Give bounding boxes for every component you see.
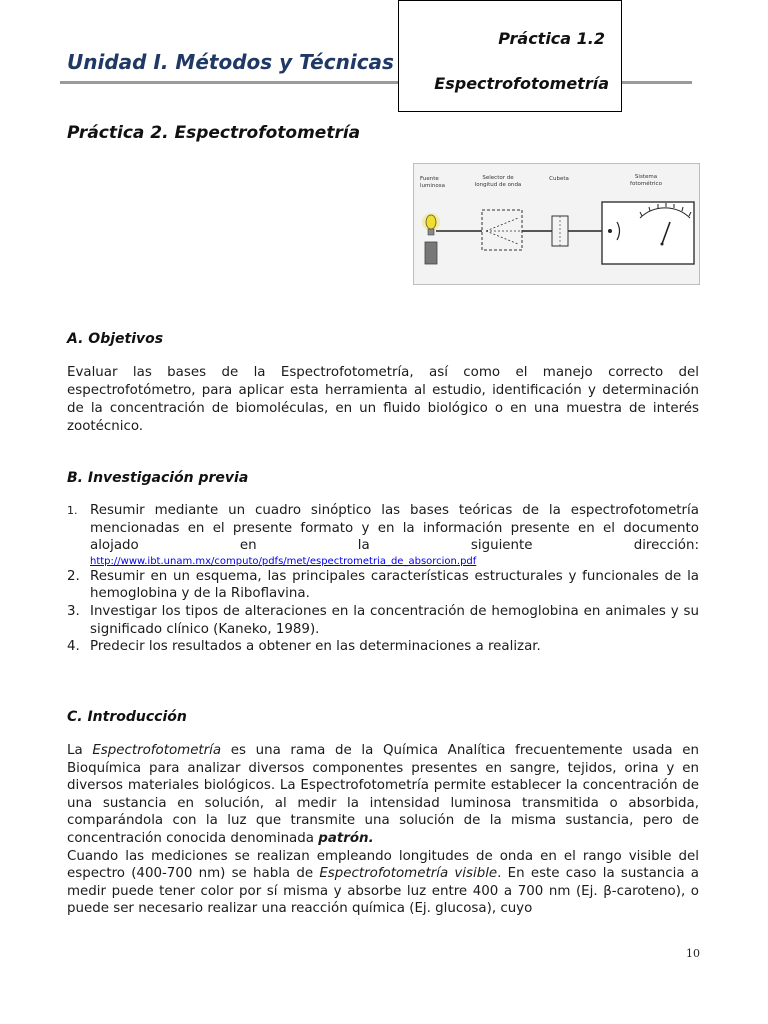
objectives-heading: A. Objetivos [67,331,164,347]
list-item-text: Investigar los tipos de alteraciones en la concentración de hemoglobina en animales y su significado clínico (Kaneko, 1989). [90,603,699,637]
practice-name: Espectrofotometría [434,74,609,93]
list-marker: 2. [67,568,80,584]
label-source-2: luminosa [420,183,445,189]
reference-link[interactable]: http://www.ibt.unam.mx/computo/pdfs/met/espectrometria_de_absorcion.pdf [90,555,477,567]
intro-text-run: La [67,743,93,758]
list-marker: 3. [67,603,80,619]
list-item-text: Resumir mediante un cuadro sinóptico las bases teóricas de la espectrofotometría mencionadas en el presente formato y en la información presente en el documento alojado en la siguiente dirección: [90,503,699,554]
photometric-system [602,202,694,264]
previous-research-heading: B. Investigación previa [67,470,249,486]
intro-text-run: . En este caso la sustancia a medir puede tener color por sí misma y absorbe luz entre 400 a 700 nm (Ej. β-caroteno), o puede ser necesario realizar una reacción química (Ej. glucosa), cuyo [67,866,699,917]
label-selector-2: longitud de onda [474,182,522,188]
label-system-1: Sistema [634,174,658,180]
list-item-text: Predecir los resultados a obtener en las determinaciones a realizar. [90,639,541,655]
page-heading: Práctica 2. Espectrofotometría [67,123,361,143]
intro-text-run: Cuando las mediciones se realizan empleando longitudes de onda en el rango visible del espectro (400-700 nm) se habla de [67,848,699,882]
list-item-text: Resumir en un esquema, las principales características estructurales y funcionales de la hemoglobina y de la Riboflavina. [90,568,699,602]
introduction-heading: C. Introducción [67,709,187,725]
previous-research-list [67,502,699,656]
intro-text-run: es una rama de la Química Analítica frecuentemente usada en Bioquímica para analizar diversos componentes presentes en sangre, tejidos, orina y en diversos materiales biológicos. La Espectrofotometría permite establecer la concentración de una sustancia en solución, al medir la intensidad luminosa transmitida o absorbida, comparándola con la luz que transmite una solución de la misma sustancia, pero de concentración conocida denominada [67,743,699,846]
cuvette [552,216,568,246]
list-marker: 1. [67,504,78,517]
list-item [67,603,699,638]
wavelength-selector [482,210,522,250]
list-item [67,502,699,568]
intro-emphasis: Espectrofotometría visible [319,866,498,882]
label-cuvette: Cubeta [549,176,569,182]
list-marker: 4. [67,639,80,655]
spectrophotometer-diagram [413,163,700,285]
unit-title: Unidad I. Métodos y Técnicas [67,50,394,74]
label-system-2: fotométrico [630,181,662,187]
page-number: 10 [686,947,700,960]
practice-box [398,0,622,112]
label-selector-1: Selector de [482,175,514,181]
practice-number: Práctica 1.2 [498,29,605,48]
objectives-text: Evaluar las bases de la Espectrofotometría, así como el manejo correcto del espectrofotómetro, para aplicar esta herramienta al estudio, identificación y determinación de la concentración de biomoléculas, en un fluido biológico o en una muestra de interés zootécnico. [67,365,699,434]
list-item [67,568,699,603]
light-bulb-icon [422,213,440,264]
list-item [67,638,699,656]
intro-strong: patrón. [318,830,374,846]
label-source-1: Fuente [420,176,439,182]
intro-emphasis: Espectrofotometría [92,743,222,758]
introduction-text [67,742,699,918]
